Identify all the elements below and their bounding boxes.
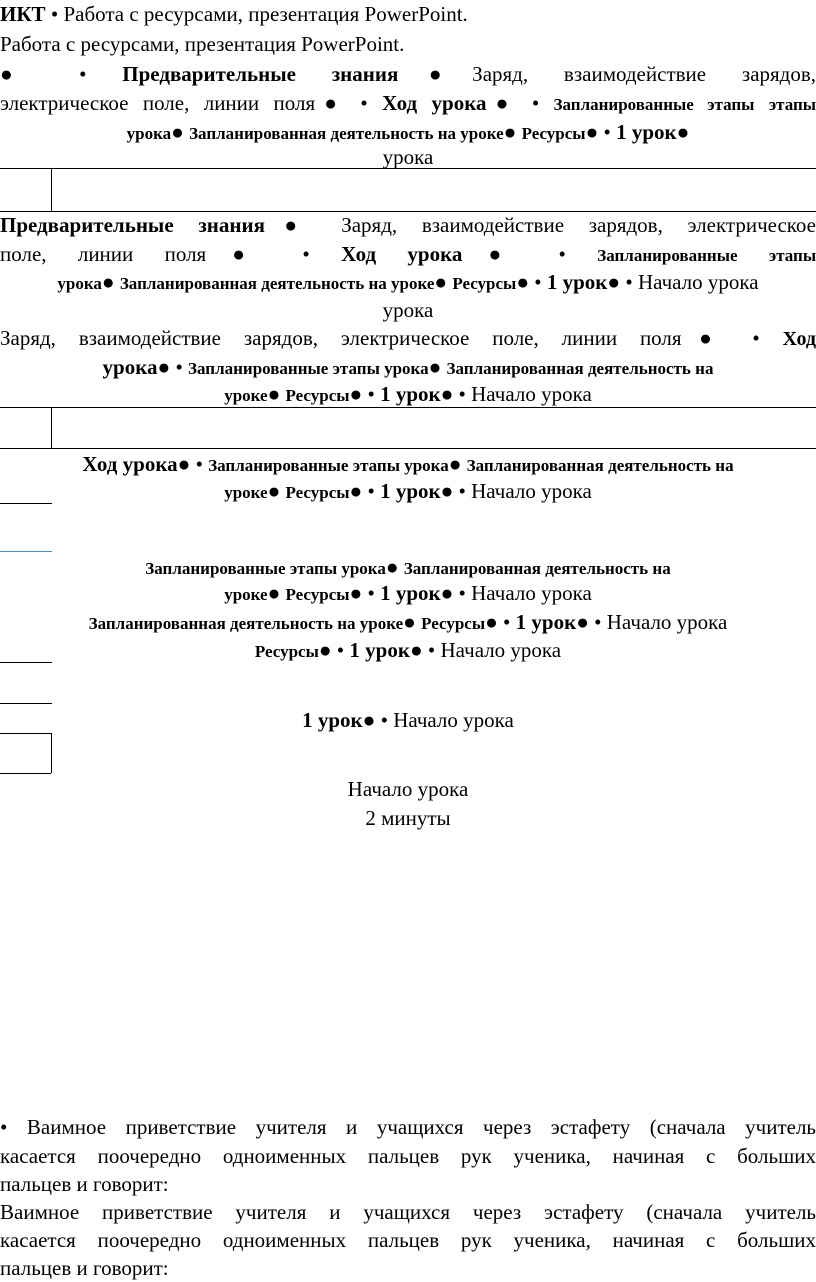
sec2-line-1: Предварительные знания● Заряд, взаимодействие зарядов, электрическое — [0, 213, 816, 237]
short-rule — [0, 503, 52, 504]
sec3-line-2: урока● • Запланированные этапы урока● Запланированная деятельность на — [102, 355, 714, 379]
table-border — [0, 733, 51, 734]
table-border — [0, 448, 816, 449]
duration: 2 минуты — [365, 806, 451, 830]
sec2-line-4: урока — [382, 298, 434, 322]
stages-line-1: Запланированные этапы урока● Запланированная деятельность на — [145, 555, 671, 579]
greet-line-6: пальцев и говорит: — [0, 1256, 169, 1280]
table-border — [51, 168, 52, 211]
start-heading: Начало урока — [347, 777, 469, 801]
greet-line-3: пальцев и говорит: — [0, 1172, 169, 1196]
short-rule — [0, 703, 52, 704]
table-border — [51, 733, 52, 773]
table-border — [0, 407, 816, 408]
prelim-line-2: электрическое поле, линии поля● • Ход урока● • Запланированные этапы этапы — [0, 91, 816, 115]
resources-line: Ресурсы● • 1 урок● • Начало урока — [254, 638, 562, 662]
table-border — [0, 168, 816, 169]
prelim-line-4: урока — [382, 145, 434, 169]
header-line-1 — [0, 2, 816, 27]
sec3-line-1: Заряд, взаимодействие зарядов, электрическое поле, линии поля● • Ход — [0, 326, 816, 350]
sec3-line-3: уроке● Ресурсы● • 1 урок● • Начало урока — [224, 382, 592, 406]
table-border — [0, 211, 816, 212]
prelim-line-1: ● • Предварительные знания●Заряд, взаимодействие зарядов, — [0, 62, 816, 86]
ikt-label: ИКТ — [0, 2, 51, 26]
prelim-line-3: урока● Запланированная деятельность на уроке● Ресурсы● • 1 урок● — [126, 120, 690, 144]
stages-line-2: уроке● Ресурсы● • 1 урок● • Начало урока — [224, 581, 592, 605]
bullet-icon: • — [50, 2, 59, 26]
header-line-2: Работа с ресурсами, презентация PowerPoint. — [0, 32, 405, 56]
table-border — [0, 773, 51, 774]
lesson1-line: 1 урок● • Начало урока — [302, 708, 514, 732]
greet-line-4: Ваимное приветствие учителя и учащихся через эстафету (сначала учитель — [0, 1200, 816, 1224]
greet-line-1: • Ваимное приветствие учителя и учащихся через эстафету (сначала учитель — [0, 1115, 816, 1139]
activity-line: Запланированная деятельность на уроке● Ресурсы● • 1 урок● • Начало урока — [88, 610, 728, 634]
greet-line-2: касается поочередно одноименных пальцев рук ученика, начиная с больших — [0, 1144, 816, 1168]
short-rule — [0, 662, 52, 663]
course-line-1: Ход урока● • Запланированные этапы урока● Запланированная деятельность на — [82, 452, 734, 476]
course-line-2: уроке● Ресурсы● • 1 урок● • Начало урока — [224, 479, 592, 503]
resources-text: Работа с ресурсами, презентация PowerPoint. — [63, 2, 468, 26]
sec2-line-3: урока● Запланированная деятельность на уроке● Ресурсы● • 1 урок● • Начало урока — [57, 270, 759, 294]
sec2-line-2: поле, линии поля● • Ход урока● • Запланированные этапы — [0, 242, 816, 266]
dot-icon: ● — [0, 62, 44, 86]
table-border — [51, 407, 52, 448]
greet-line-5: касается поочередно одноименных пальцев рук ученика, начиная с больших — [0, 1228, 816, 1252]
short-rule-blue — [0, 551, 52, 552]
